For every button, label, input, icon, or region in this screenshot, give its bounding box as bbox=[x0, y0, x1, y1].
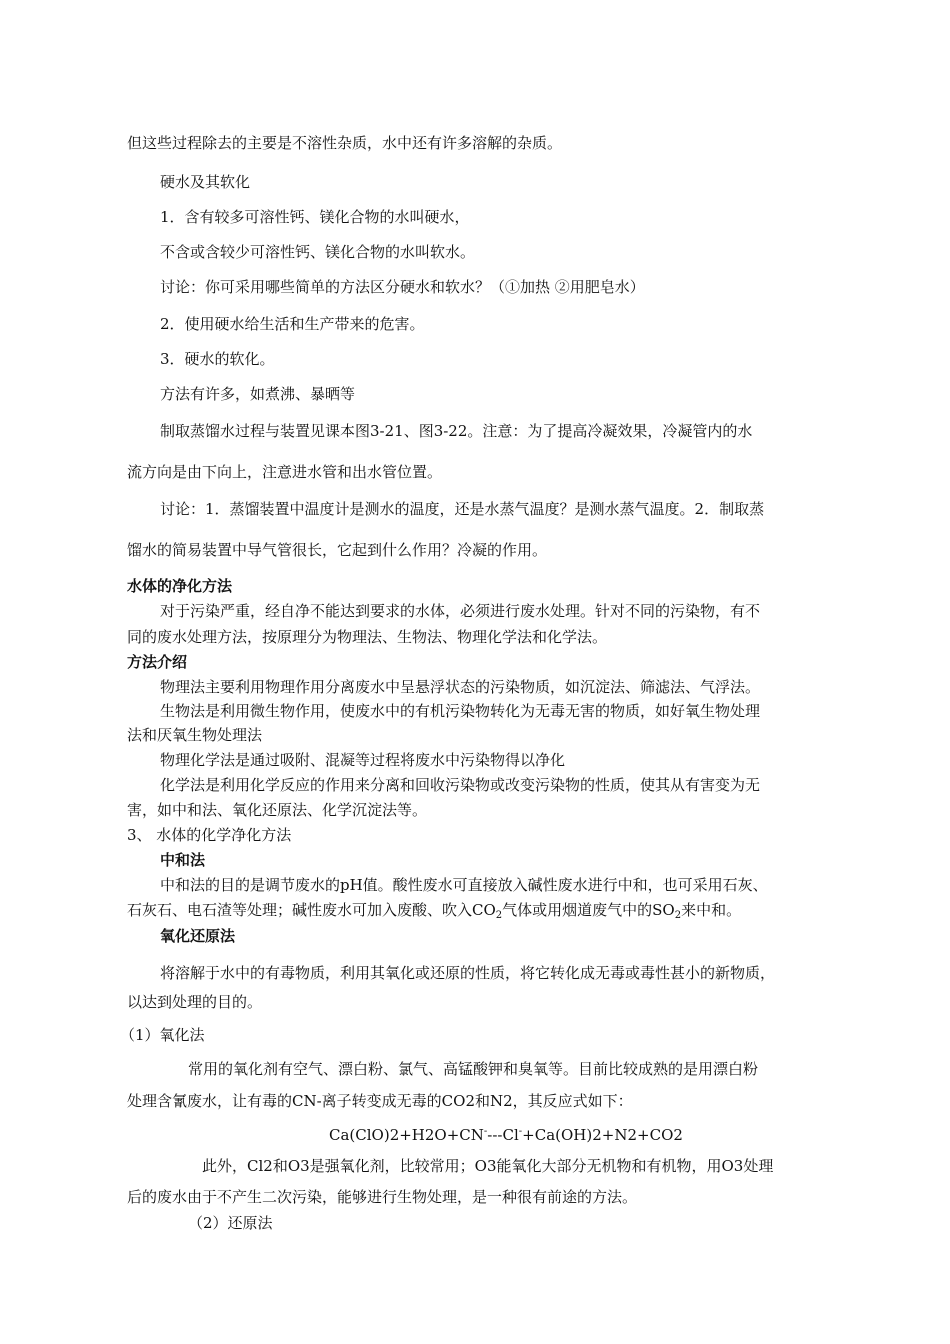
text-line: 物理法主要利用物理作用分离废水中呈悬浮状态的污染物质，如沉淀法、筛滤法、气浮法。 bbox=[160, 678, 761, 696]
text-line: 后的废水由于不产生二次污染，能够进行生物处理，是一种很有前途的方法。 bbox=[127, 1188, 638, 1206]
text-line: 馏水的简易装置中导气管很长，它起到什么作用？冷凝的作用。 bbox=[127, 541, 548, 559]
text-line: 但这些过程除去的主要是不溶性杂质，水中还有许多溶解的杂质。 bbox=[127, 134, 563, 152]
bold-heading: 方法介绍 bbox=[127, 653, 188, 671]
text-line: 2．使用硬水给生活和生产带来的危害。 bbox=[160, 315, 425, 333]
bold-heading: 水体的净化方法 bbox=[127, 577, 233, 595]
superscript: - bbox=[483, 1126, 488, 1137]
text-line: （1）氧化法 bbox=[120, 1026, 205, 1044]
bold-heading: 氧化还原法 bbox=[160, 927, 236, 945]
superscript: - bbox=[518, 1126, 523, 1137]
bold-heading: 中和法 bbox=[160, 851, 206, 869]
text-line: （2）还原法 bbox=[188, 1214, 273, 1232]
subscript: 2 bbox=[674, 910, 682, 921]
text-line: 讨论：你可采用哪些简单的方法区分硬水和软水？（①加热 ②用肥皂水） bbox=[160, 278, 645, 296]
text-segment: 石灰石、电石渣等处理；碱性废水可加入废酸、吹入CO bbox=[127, 901, 496, 919]
text-line: 对于污染严重，经自净不能达到要求的水体，必须进行废水处理。针对不同的污染物，有不 bbox=[160, 602, 761, 620]
text-line: 常用的氧化剂有空气、漂白粉、氯气、高锰酸钾和臭氧等。目前比较成熟的是用漂白粉 bbox=[188, 1060, 759, 1078]
text-line: 制取蒸馏水过程与装置见课本图3-21、图3-22。注意：为了提高冷凝效果，冷凝管内的水 bbox=[160, 422, 753, 440]
text-line: 化学法是利用化学反应的作用来分离和回收污染物或改变污染物的性质，使其从有害变为无 bbox=[160, 776, 761, 794]
text-line: 3、 水体的化学净化方法 bbox=[127, 826, 292, 844]
text-line: 法和厌氧生物处理法 bbox=[127, 726, 263, 744]
text-line: 同的废水处理方法，按原理分为物理法、生物法、物理化学法和化学法。 bbox=[127, 628, 608, 646]
text-segment: 气体或用烟道废气中的SO bbox=[502, 901, 675, 919]
text-line: 物理化学法是通过吸附、混凝等过程将废水中污染物得以净化 bbox=[160, 751, 566, 769]
equation-segment: ---Cl bbox=[487, 1126, 519, 1144]
text-line: 将溶解于水中的有毒物质，利用其氧化或还原的性质，将它转化成无毒或毒性甚小的新物质， bbox=[160, 964, 776, 982]
text-line: 以达到处理的目的。 bbox=[127, 993, 263, 1011]
text-line bbox=[127, 900, 741, 920]
text-line: 生物法是利用微生物作用，使废水中的有机污染物转化为无毒无害的物质，如好氧生物处理 bbox=[160, 702, 761, 720]
text-segment: 来中和。 bbox=[681, 901, 742, 919]
equation-segment: Ca(ClO)2+H2O+CN bbox=[329, 1126, 484, 1144]
text-line: 流方向是由下向上，注意进水管和出水管位置。 bbox=[127, 463, 443, 481]
text-line: 中和法的目的是调节废水的pH值。酸性废水可直接放入碱性废水进行中和，也可采用石灰、 bbox=[160, 876, 768, 894]
chemical-equation bbox=[329, 1125, 683, 1145]
section-heading: 硬水及其软化 bbox=[160, 173, 251, 191]
text-line: 不含或含较少可溶性钙、镁化合物的水叫软水。 bbox=[160, 243, 476, 261]
text-line: 此外，Cl2和O3是强氧化剂，比较常用；O3能氧化大部分无机物和有机物，用O3处理 bbox=[202, 1157, 774, 1175]
text-line: 处理含氰废水，让有毒的CN-离子转变成无毒的CO2和N2，其反应式如下： bbox=[127, 1092, 633, 1110]
text-line: 害，如中和法、氧化还原法、化学沉淀法等。 bbox=[127, 801, 428, 819]
equation-segment: +Ca(OH)2+N2+CO2 bbox=[522, 1126, 683, 1144]
text-line: 3．硬水的软化。 bbox=[160, 350, 275, 368]
text-line: 讨论：1．蒸馏装置中温度计是测水的温度，还是水蒸气温度？是测水蒸气温度。2．制取蒸 bbox=[160, 500, 765, 518]
text-line: 方法有许多，如煮沸、暴晒等 bbox=[160, 385, 356, 403]
text-line: 1．含有较多可溶性钙、镁化合物的水叫硬水， bbox=[160, 208, 470, 226]
subscript: 2 bbox=[495, 910, 503, 921]
